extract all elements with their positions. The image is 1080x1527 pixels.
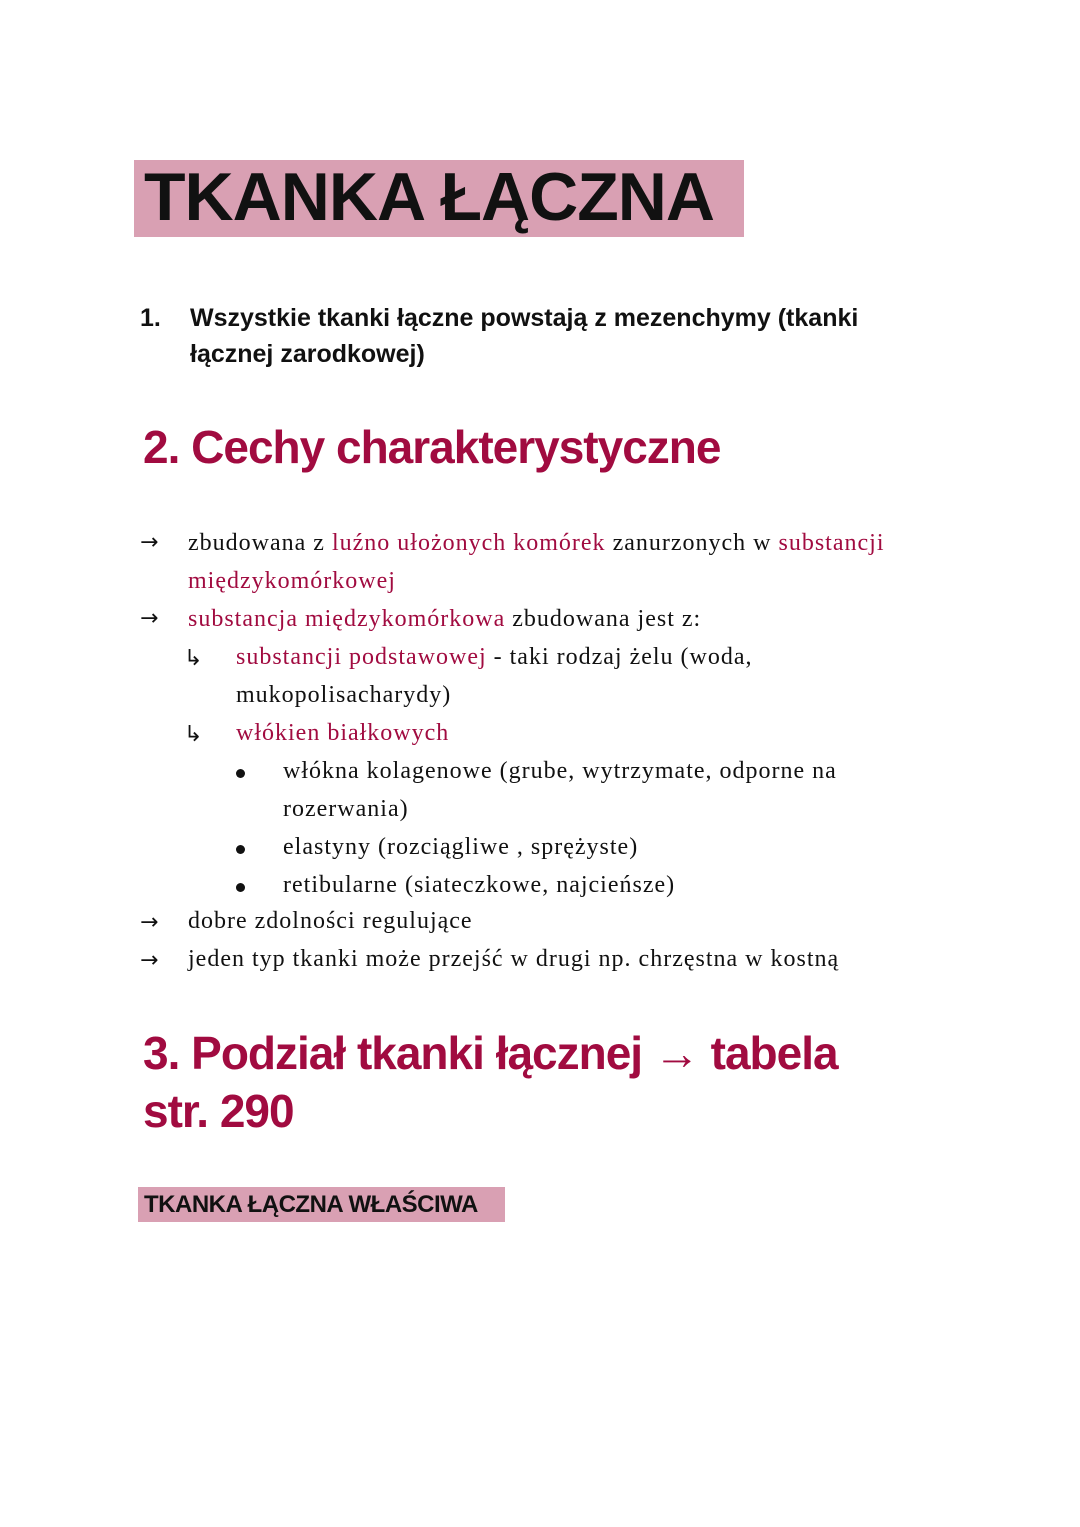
point-1-text	[190, 300, 858, 372]
highlight-text: substancja międzykomórkowa	[188, 606, 506, 632]
highlight-text: substancji	[778, 530, 885, 556]
highlight-text: substancji podstawowej	[236, 644, 487, 670]
page-title: TKANKA ŁĄCZNA	[144, 159, 714, 235]
heading-podzial-line2: str. 290	[143, 1085, 294, 1137]
bullet-3: retibularne (siateczkowe, najcieńsze)	[283, 872, 676, 898]
feature-3: dobre zdolności regulujące	[188, 908, 473, 934]
heading-podzial	[143, 1024, 838, 1140]
bullet-2: elastyny (rozciągliwe , sprężyste)	[283, 834, 639, 860]
sub-item-2: włókien białkowych	[236, 720, 450, 746]
point-1-line1: Wszystkie tkanki łączne powstają z mezenchymy (tkanki	[190, 304, 859, 332]
subheading: TKANKA ŁĄCZNA WŁAŚCIWA	[144, 1191, 478, 1218]
heading-podzial-line1: 3. Podział tkanki łącznej → tabela	[143, 1027, 838, 1079]
arrow-icon: →	[140, 606, 159, 631]
arrow-icon: →	[140, 910, 159, 935]
text: - taki rodzaj żelu (woda,	[486, 644, 753, 670]
heading-cechy: 2. Cechy charakterystyczne	[143, 421, 721, 473]
feature-1-cont: międzykomórkowej	[188, 568, 396, 594]
title-highlight	[134, 160, 744, 237]
feature-2	[188, 606, 701, 633]
text: zbudowana jest z:	[505, 606, 702, 632]
point-1-line2: łącznej zarodkowej)	[190, 340, 425, 368]
feature-1	[188, 530, 885, 557]
bullet-1-cont: rozerwania)	[283, 796, 409, 822]
bullet-1: włókna kolagenowe (grube, wytrzymate, odporne na	[283, 758, 837, 784]
bullet-icon	[236, 845, 245, 854]
subheading-highlight	[138, 1187, 505, 1222]
arrow-icon: →	[140, 530, 159, 555]
sub-arrow-icon: ↳	[184, 722, 203, 747]
arrow-icon: →	[140, 948, 159, 973]
point-number: 1.	[140, 304, 161, 332]
sub-item-1-cont: mukopolisacharydy)	[236, 682, 452, 708]
feature-4: jeden typ tkanki może przejść w drugi np. chrzęstna w kostną	[188, 946, 840, 972]
text: zbudowana z	[188, 530, 332, 556]
sub-arrow-icon: ↳	[184, 646, 203, 671]
highlight-text: luźno ułożonych komórek	[331, 530, 606, 556]
text: zanurzonych w	[605, 530, 779, 556]
sub-item-1	[236, 644, 753, 671]
bullet-icon	[236, 769, 245, 778]
bullet-icon	[236, 883, 245, 892]
